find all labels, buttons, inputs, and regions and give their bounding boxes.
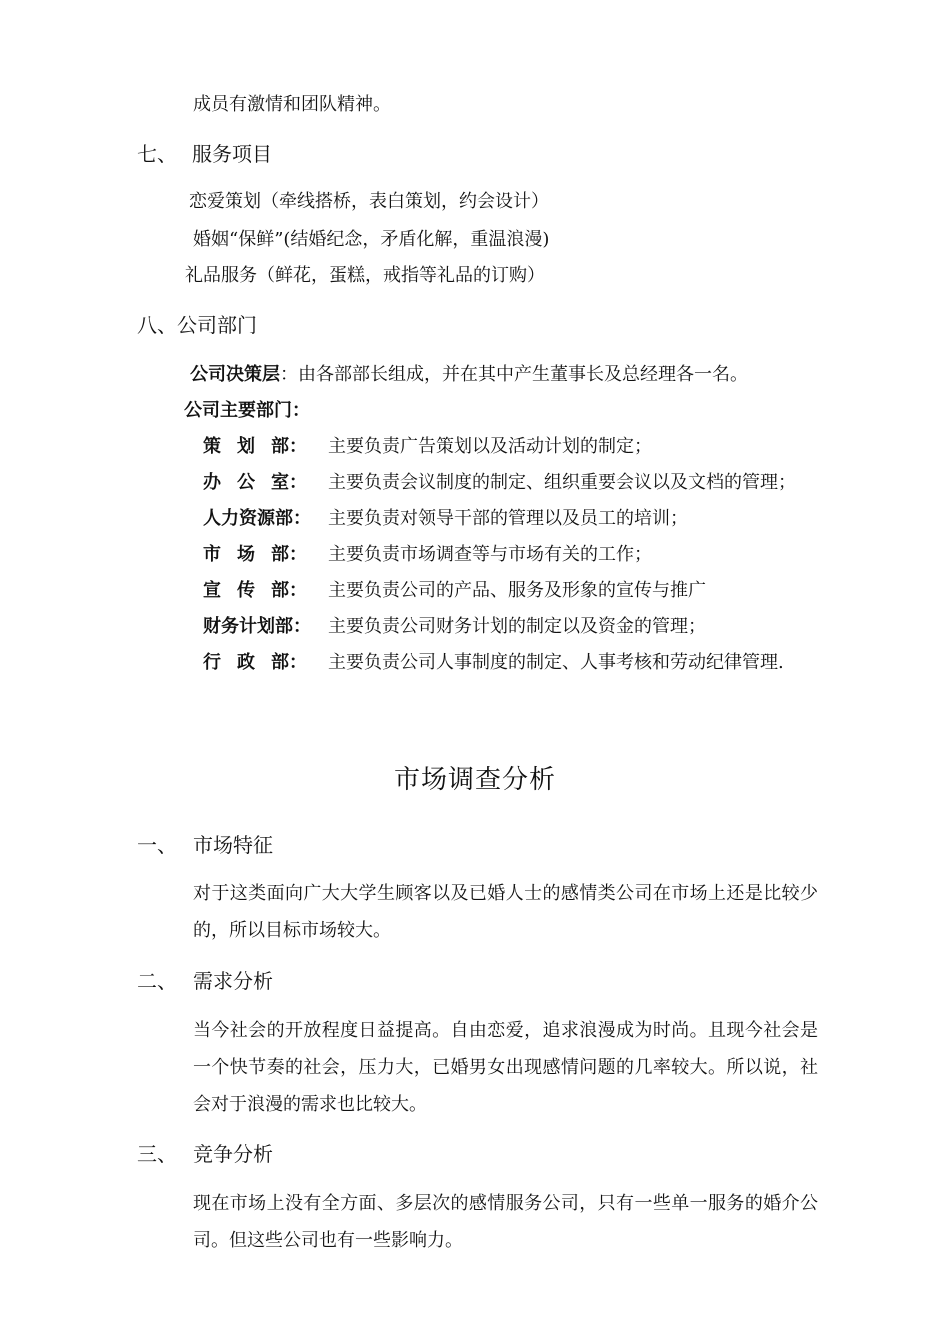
market-section-3-number: 三、 [137, 1142, 177, 1166]
department-name: 宣 传 部： [203, 580, 307, 601]
main-departments-label: 公司主要部门： [184, 400, 310, 421]
service-item-love-planning: 恋爱策划（牵线搭桥，表白策划，约会设计） [189, 191, 549, 212]
department-description: 主要负责对领导干部的管理以及员工的培训； [328, 508, 688, 529]
market-section-1-number: 一、 [137, 833, 177, 857]
service-item-gift: 礼品服务（鲜花，蛋糕，戒指等礼品的订购） [185, 265, 545, 286]
section-7-title: 服务项目 [192, 142, 272, 166]
market-analysis-title: 市场调查分析 [393, 765, 556, 795]
section-8-heading: 八、公司部门 [137, 313, 257, 337]
department-name: 市 场 部： [203, 544, 307, 565]
department-description: 主要负责公司人事制度的制定、人事考核和劳动纪律管理. [328, 652, 784, 673]
department-name: 财务计划部： [203, 616, 311, 637]
department-name: 办 公 室： [203, 472, 307, 493]
market-section-1-title: 市场特征 [193, 833, 273, 857]
decision-layer-line [190, 364, 748, 386]
market-section-1-text: 对于这类面向广大大学生顾客以及已婚人士的感情类公司在市场上还是比较少的，所以目标市场较大。 [193, 883, 818, 941]
department-description: 主要负责市场调查等与市场有关的工作； [328, 544, 652, 565]
department-description: 主要负责公司的产品、服务及形象的宣传与推广 [328, 580, 706, 601]
department-name: 人力资源部： [203, 508, 311, 529]
department-description: 主要负责公司财务计划的制定以及资金的管理； [328, 616, 706, 637]
market-section-2-title: 需求分析 [193, 969, 273, 993]
department-description: 主要负责会议制度的制定、组织重要会议以及文档的管理； [328, 472, 796, 493]
decision-layer-label: 公司决策层 [190, 364, 280, 385]
service-item-marriage-care: 婚姻“保鲜”(结婚纪念，矛盾化解，重温浪漫) [193, 229, 550, 250]
market-section-3-text: 现在市场上没有全方面、多层次的感情服务公司，只有一些单一服务的婚介公司。但这些公司也有一些影响力。 [193, 1193, 818, 1251]
department-name: 行 政 部： [203, 652, 307, 673]
department-name: 策 划 部： [203, 436, 307, 457]
market-section-2-text: 当今社会的开放程度日益提高。自由恋爱，追求浪漫成为时尚。且现今社会是一个快节奏的社会，压力大，已婚男女出现感情问题的几率较大。所以说，社会对于浪漫的需求也比较大。 [193, 1020, 818, 1115]
market-section-2-number: 二、 [137, 969, 177, 993]
decision-layer-text: ：由各部部长组成，并在其中产生董事长及总经理各一名。 [280, 364, 748, 385]
intro-line: 成员有激情和团队精神。 [193, 94, 391, 115]
market-section-3-title: 竞争分析 [193, 1142, 273, 1166]
department-description: 主要负责广告策划以及活动计划的制定； [328, 436, 652, 457]
section-7-number: 七、 [137, 142, 177, 166]
